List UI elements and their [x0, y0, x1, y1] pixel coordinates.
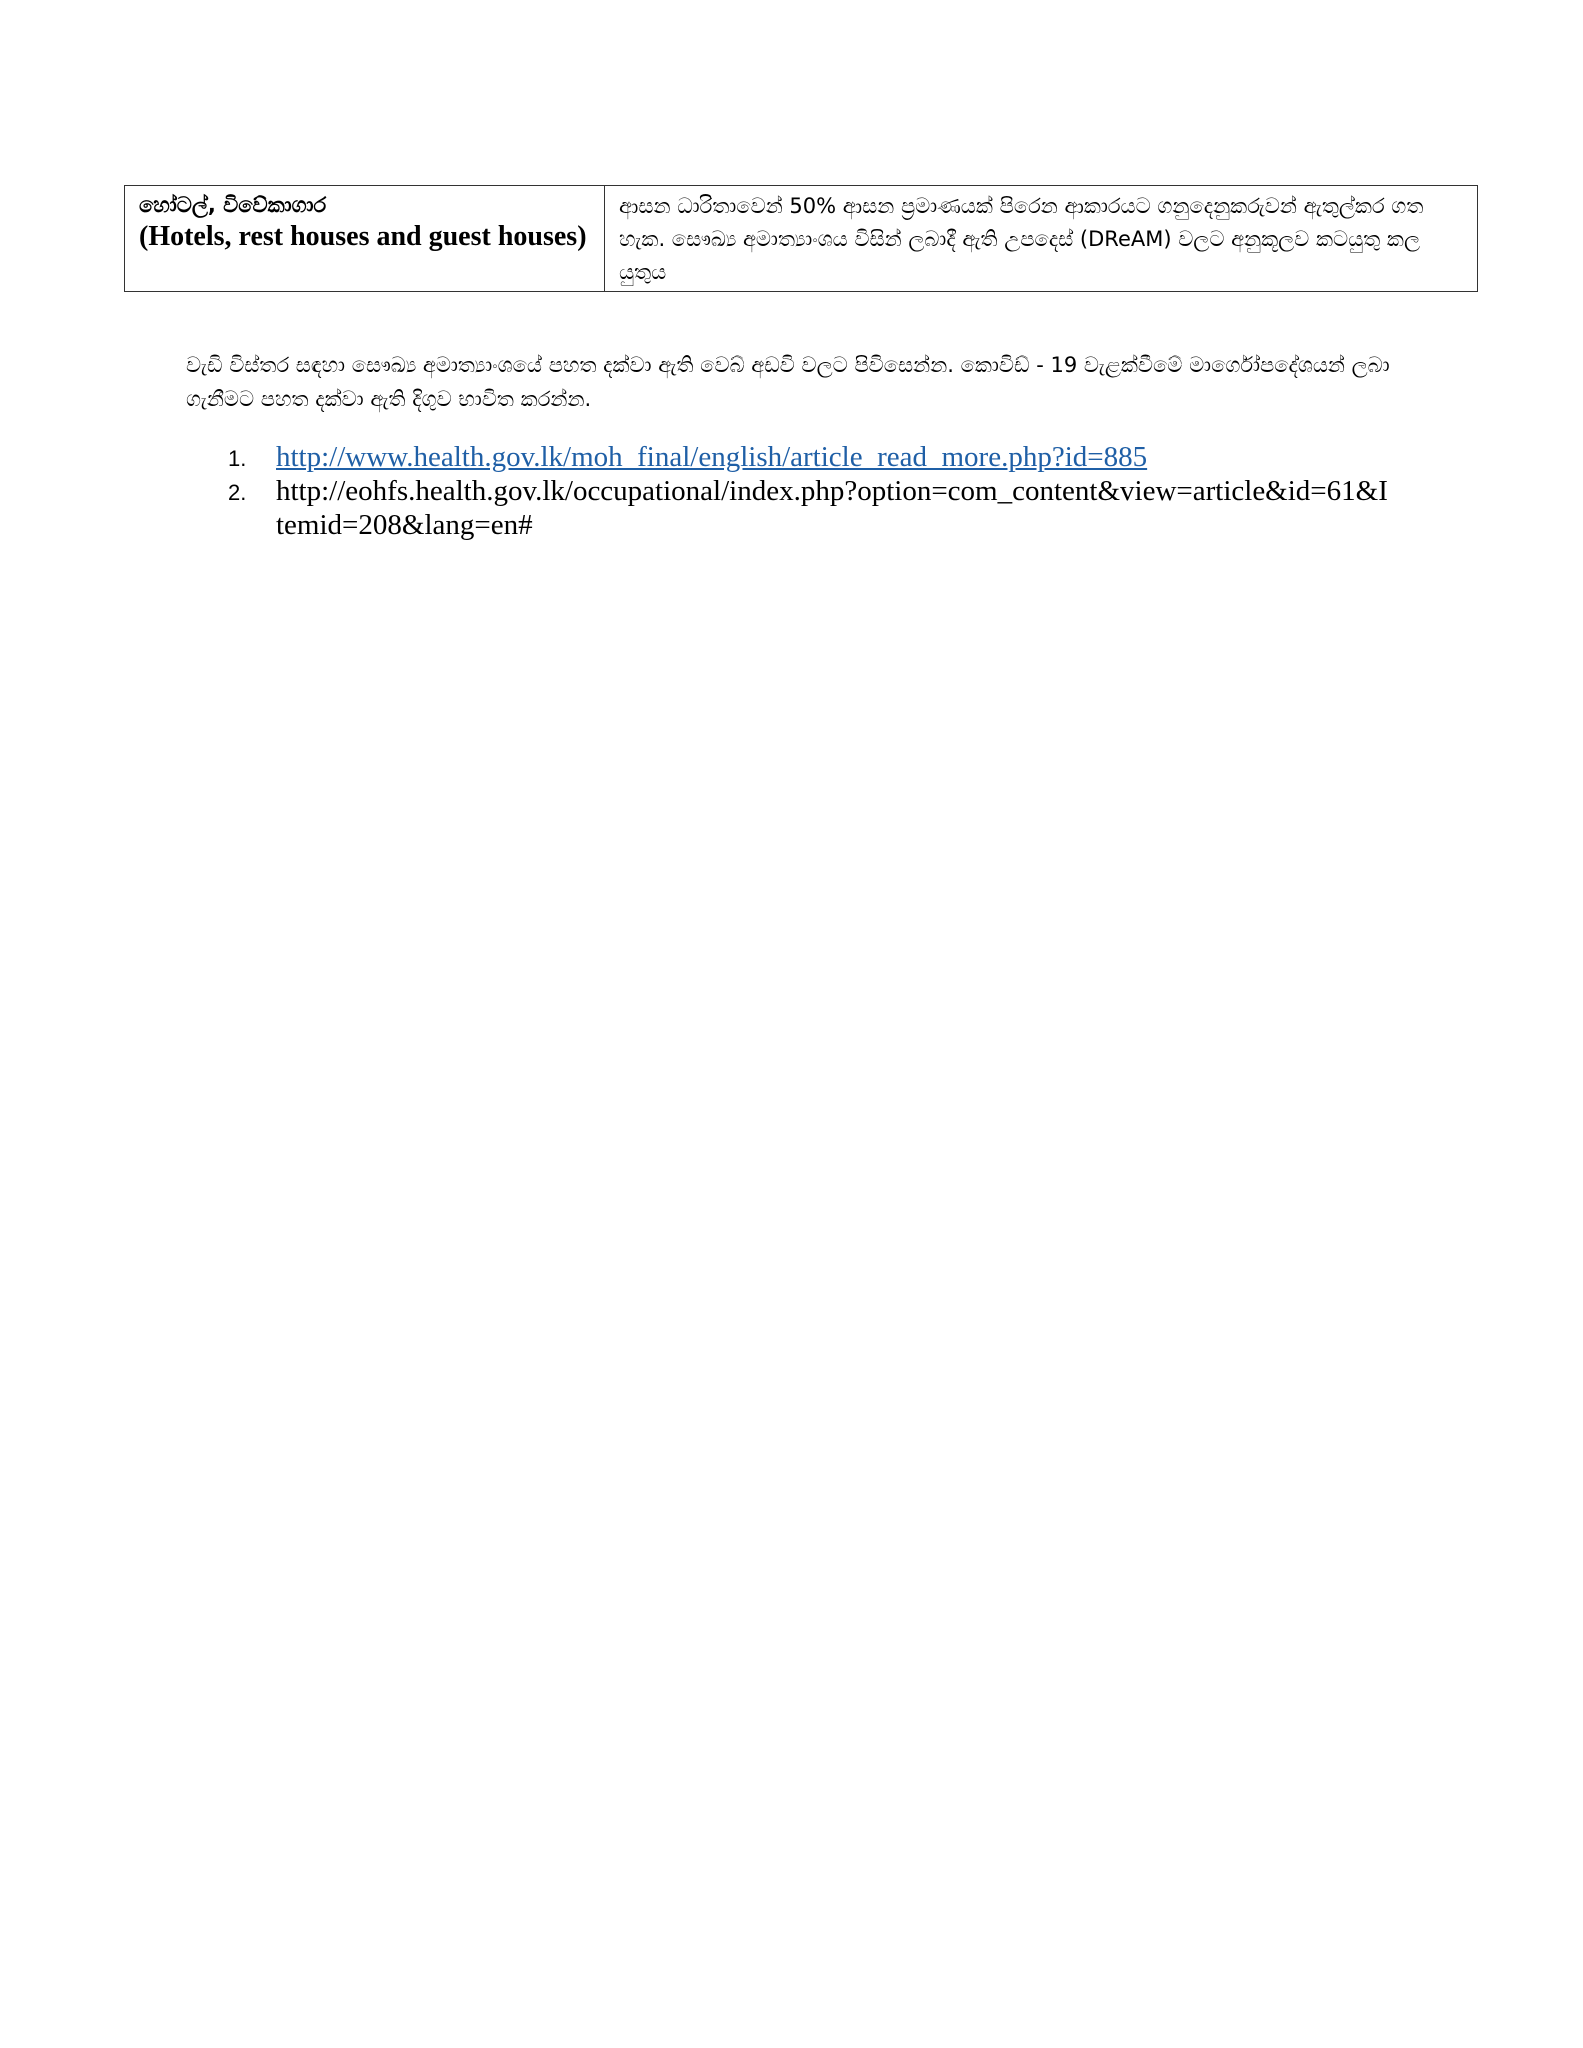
list-item	[228, 440, 1393, 474]
category-english: (Hotels, rest houses and guest houses)	[139, 221, 587, 252]
category-cell	[125, 186, 605, 292]
intro-paragraph: වැඩි විස්තර සඳහා සෞඛ්‍ය අමාත්‍යාංශයේ පහත දක්වා ඇති වෙබ් අඩවි වලට පිවිසෙන්න. කොවිඩ් - 19 වැළක්වීමේ මාර්ගෝපදේශයන් ලබා ගැනීමට පහත දක්වා ඇති දිගුව භාවිත කරන්න.	[186, 353, 1390, 411]
occupational-health-url: http://eohfs.health.gov.lk/occupational/index.php?option=com_content&view=article&id=61&Itemid=208&lang=en#	[276, 475, 1388, 541]
description-cell	[605, 186, 1478, 292]
health-ministry-link[interactable]: http://www.health.gov.lk/moh_final/english/article_read_more.php?id=885	[276, 441, 1148, 473]
description-text: ආසන ධාරිතාවෙන් 50% ආසන ප්‍රමාණයක් පිරෙන ආකාරයට ගනුදෙනුකරුවන් ඇතුල්කර ගත හැක. සෞඛ්‍ය අමාත්‍යාංශය විසින් ලබාදී ඇති උපදෙස් (DReAM) වලට අනුකූලව කටයුතු කල යුතුය	[619, 194, 1424, 284]
list-number: 1.	[228, 446, 247, 471]
list-item	[228, 474, 1393, 542]
reference-links-list	[228, 440, 1393, 542]
guidelines-table	[124, 185, 1478, 292]
category-sinhala: හෝටල්, විවේකාගාර	[139, 193, 327, 217]
list-number: 2.	[228, 480, 247, 505]
table-row	[125, 186, 1478, 292]
